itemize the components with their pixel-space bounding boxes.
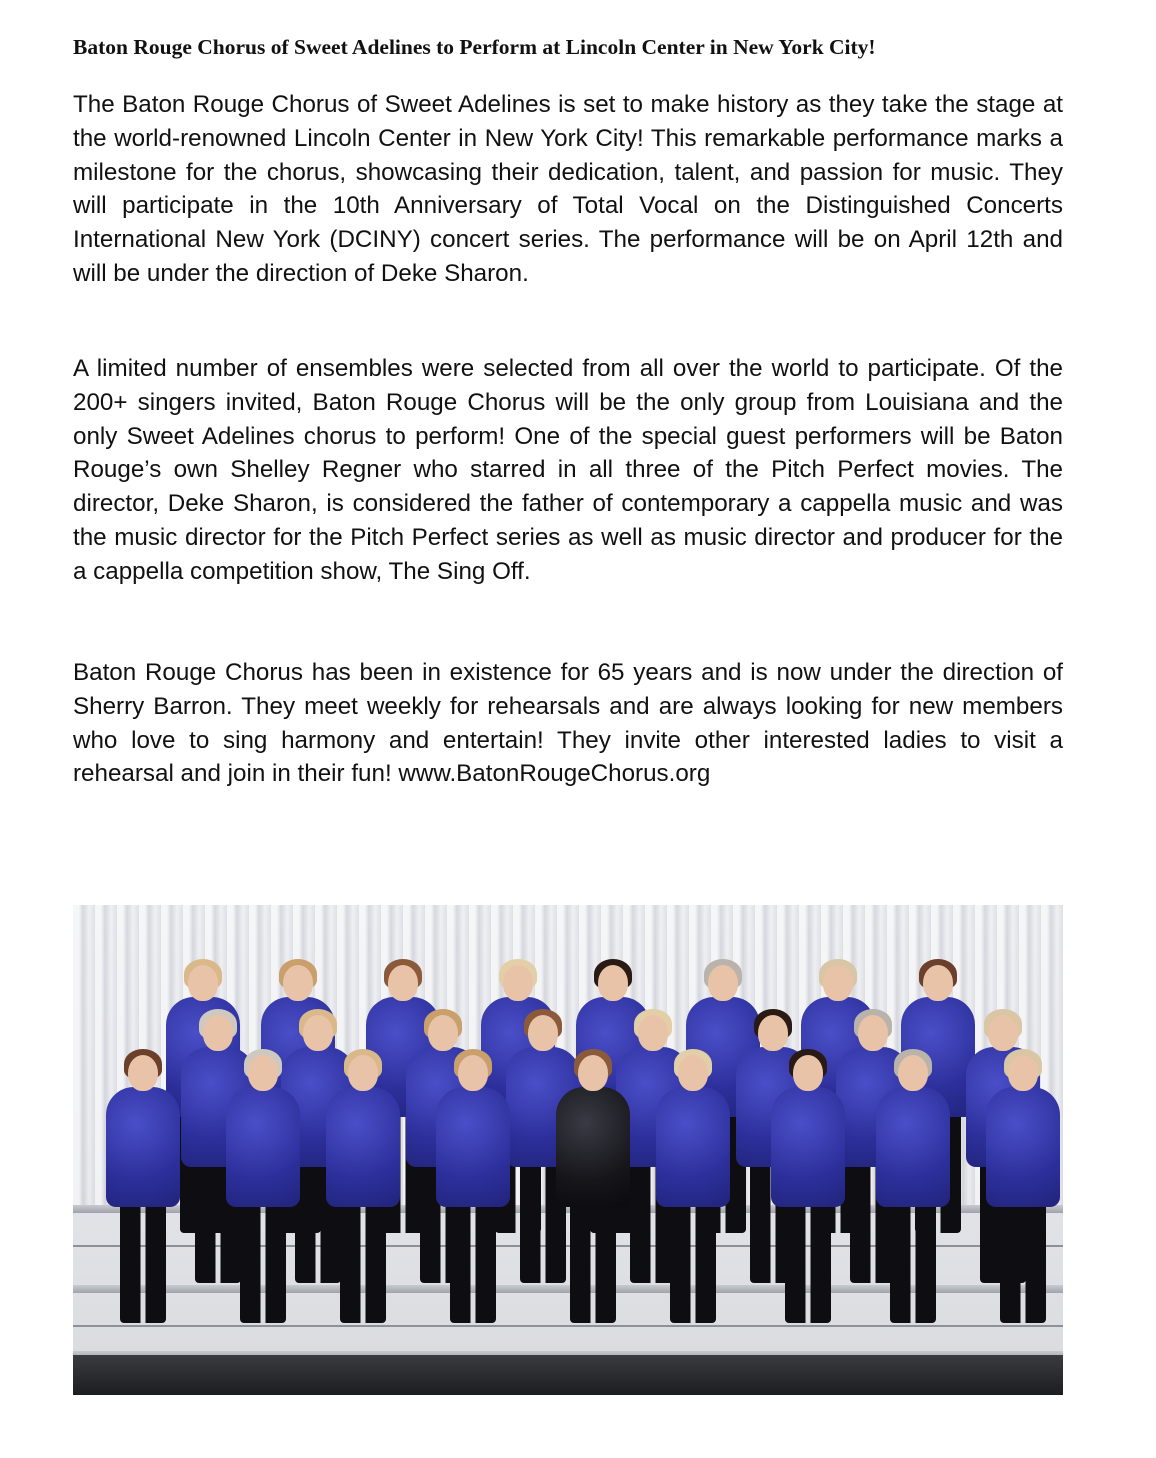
chorus-member-face [458, 1055, 488, 1091]
chorus-member-legs [785, 1203, 831, 1323]
article-headline: Baton Rouge Chorus of Sweet Adelines to Perform at Lincoln Center in New York City! [73, 35, 876, 59]
chorus-member-legs [340, 1203, 386, 1323]
chorus-member-face [678, 1055, 708, 1091]
chorus-member-legs [240, 1203, 286, 1323]
chorus-member-legs [1000, 1203, 1046, 1323]
chorus-member-face [793, 1055, 823, 1091]
chorus-member-legs [890, 1203, 936, 1323]
chorus-member-face [708, 965, 738, 1001]
chorus-member-outfit [226, 1087, 300, 1207]
chorus-member-legs [450, 1203, 496, 1323]
chorus-member-face [858, 1015, 888, 1051]
photo-floor [73, 1355, 1063, 1395]
chorus-member-legs [670, 1203, 716, 1323]
chorus-member-outfit [326, 1087, 400, 1207]
chorus-member-face [388, 965, 418, 1001]
chorus-group-photo [73, 905, 1063, 1395]
chorus-member-face [203, 1015, 233, 1051]
chorus-member [223, 1055, 303, 1355]
chorus-member-legs [120, 1203, 166, 1323]
article-paragraph-3: Baton Rouge Chorus has been in existence for 65 years and is now under the direction of Sherry Barron. They meet weekly for rehearsals and are always looking for new members who love to sing harmony and entertain! They invite other interested ladies to visit a rehearsal and join in their fun! www.BatonRougeChorus.org [73, 659, 1063, 788]
chorus-member [768, 1055, 848, 1355]
chorus-member-face [248, 1055, 278, 1091]
chorus-member-outfit [986, 1087, 1060, 1207]
chorus-member [553, 1055, 633, 1355]
chorus-member-outfit [436, 1087, 510, 1207]
chorus-member [873, 1055, 953, 1355]
chorus-member [653, 1055, 733, 1355]
chorus-member-outfit [771, 1087, 845, 1207]
chorus-member-face [898, 1055, 928, 1091]
chorus-member-legs [570, 1203, 616, 1323]
chorus-member-face [128, 1055, 158, 1091]
chorus-member-outfit [106, 1087, 180, 1207]
chorus-member-face [528, 1015, 558, 1051]
chorus-member-face [638, 1015, 668, 1051]
chorus-member-face [348, 1055, 378, 1091]
chorus-member-face [503, 965, 533, 1001]
chorus-member [323, 1055, 403, 1355]
chorus-member-face [303, 1015, 333, 1051]
chorus-member-outfit [656, 1087, 730, 1207]
chorus-member-outfit [876, 1087, 950, 1207]
chorus-member-face [428, 1015, 458, 1051]
chorus-member-face [598, 965, 628, 1001]
chorus-member-face [988, 1015, 1018, 1051]
chorus-member-face [188, 965, 218, 1001]
chorus-member [433, 1055, 513, 1355]
chorus-member-face [758, 1015, 788, 1051]
chorus-member-face [823, 965, 853, 1001]
chorus-member [103, 1055, 183, 1355]
chorus-member-face [923, 965, 953, 1001]
chorus-member-outfit [556, 1087, 630, 1207]
chorus-member-face [1008, 1055, 1038, 1091]
article-paragraph-1: The Baton Rouge Chorus of Sweet Adelines is set to make history as they take the stage at the world-renowned Lincoln Center in New York City! This remarkable performance marks a milestone for the chorus, showcasing their dedication, talent, and passion for music. They will participate in the 10th Anniversary of Total Vocal on the Distinguished Concerts International New York (DCINY) concert series. The performance will be on April 12th and will be under the direction of Deke Sharon. [73, 91, 1063, 287]
chorus-member-face [578, 1055, 608, 1091]
chorus-member-face [283, 965, 313, 1001]
chorus-member [983, 1055, 1063, 1355]
article-paragraph-2: A limited number of ensembles were selected from all over the world to participate. Of the 200+ singers invited, Baton Rouge Chorus will be the only group from Louisiana and the only Sweet Adelines chorus to perform! One of the special guest performers will be Baton Rouge’s own Shelley Regner who starred in all three of the Pitch Perfect movies. The director, Deke Sharon, is considered the father of contemporary a cappella music and was the music director for the Pitch Perfect series as well as music director and producer for the a cappella competition show, The Sing Off. [73, 355, 1063, 585]
